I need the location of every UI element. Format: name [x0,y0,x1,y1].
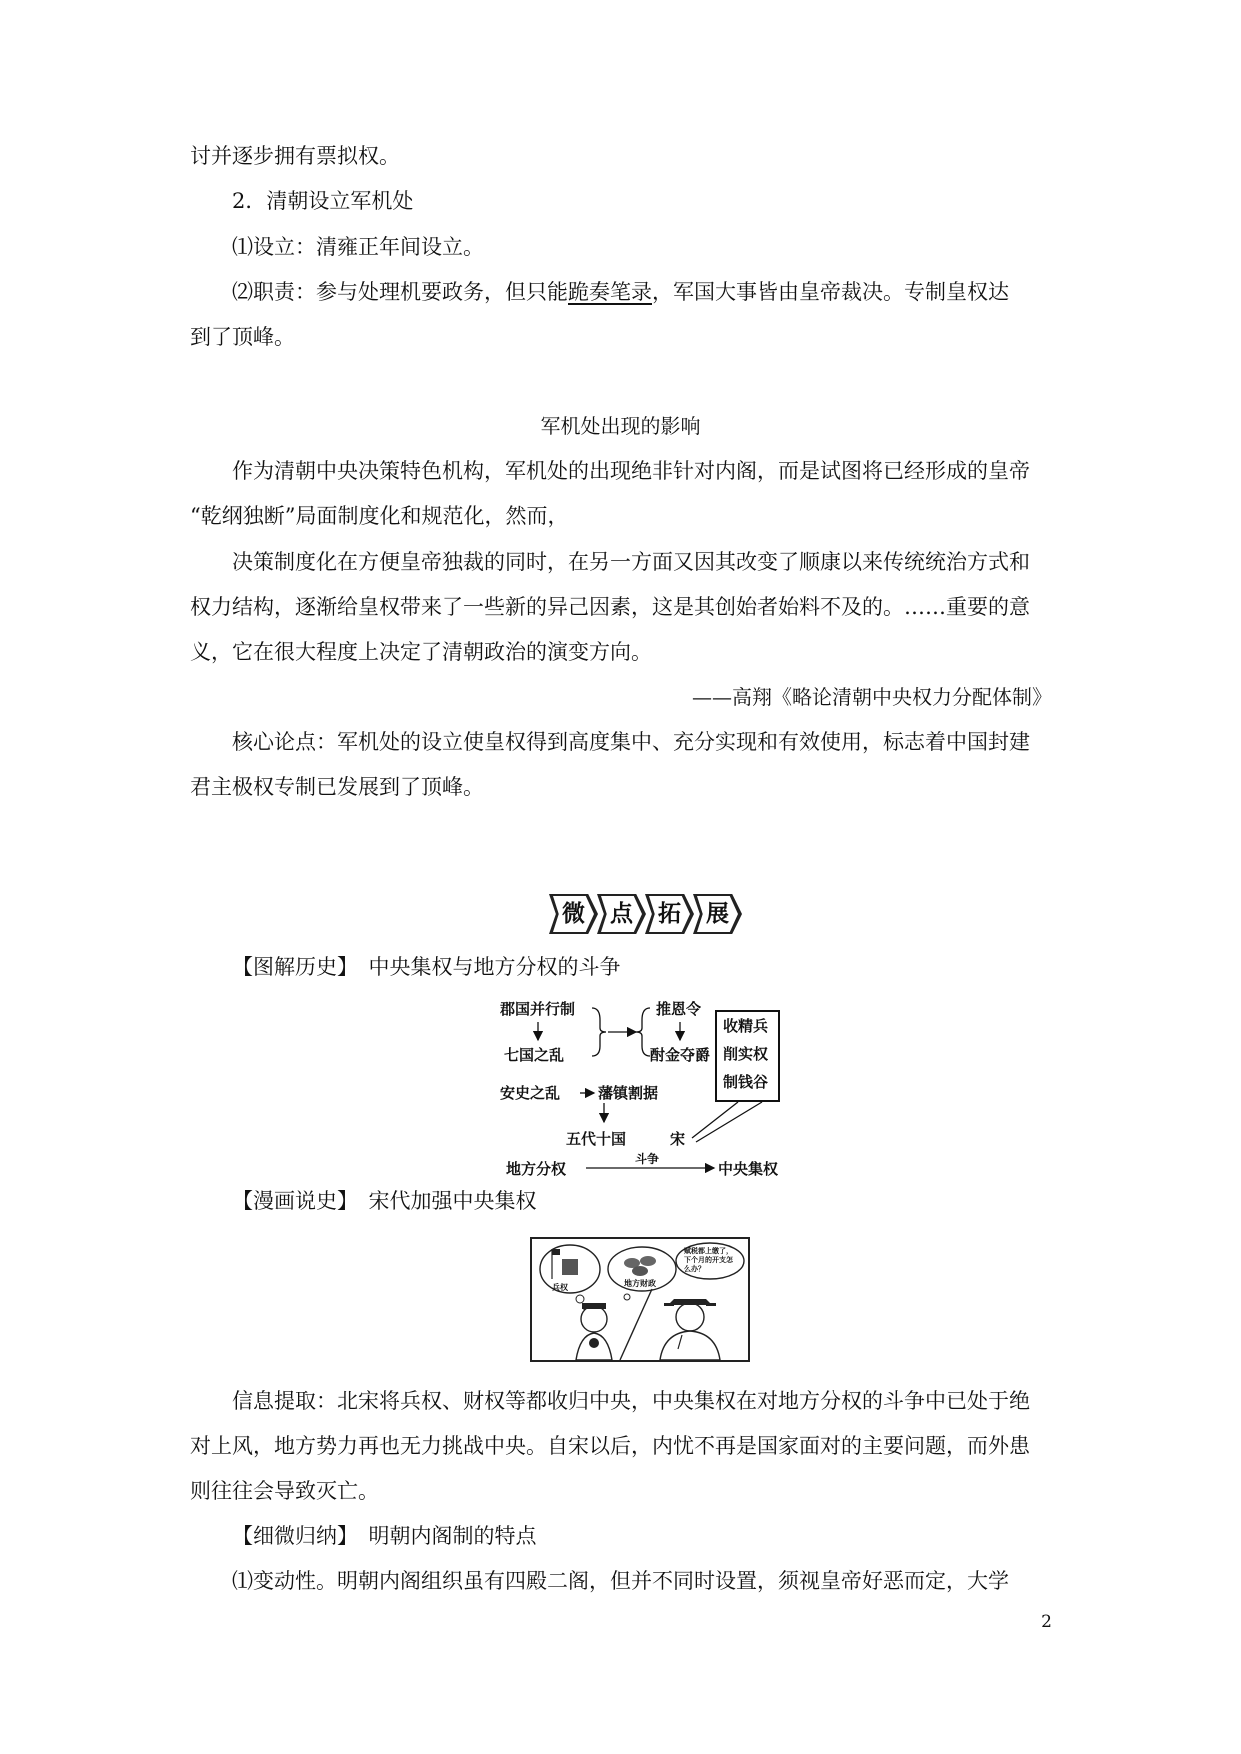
section-label-manhua: 【漫画说史】 宋代加强中央集权 [232,1189,537,1213]
text-line [232,277,1009,307]
history-flow-diagram [500,1000,800,1185]
diagram-label: 七国之乱 [504,1046,565,1064]
text-line: 君主极权专制已发展到了顶峰。 [190,775,484,799]
text-line: ⑴变动性。明朝内阁组织虽有四殿二阁，但并不同时设置，须视皇帝好恶而定，大学 [232,1569,1009,1593]
underlined-term: 跪奏笔录 [568,280,652,304]
box-title: 军机处出现的影响 [540,414,701,438]
text-line: 讨并逐步拥有票拟权。 [190,144,400,168]
text-line: 对上风，地方势力再也无力挑战中央。自宋以后，内忧不再是国家面对的主要问题，而外患 [190,1434,1030,1458]
quote-line: 决策制度化在方便皇帝独裁的同时，在另一方面又因其改变了顺康以来传统统治方式和 [232,550,1030,574]
diagram-label: 中央集权 [718,1160,779,1178]
cartoon-speech: 赋税都上缴了，下个月的开支怎么办？ [684,1247,733,1273]
text-line: 到了顶峰。 [190,325,295,349]
diagram-label: 酎金夺爵 [650,1046,711,1064]
banner-char: 展 [706,901,729,927]
quote-line: 权力结构，逐渐给皇权带来了一些新的异己因素，这是其创始者始料不及的。……重要的意 [190,595,1030,619]
diagram-arrow-label: 斗争 [635,1152,660,1166]
diagram-label: 藩镇割据 [598,1084,659,1102]
diagram-label: 五代十国 [566,1130,627,1148]
text-segment: ⑵职责：参与处理机要政务，但只能 [232,280,568,304]
text-segment: ，军国大事皆由皇帝裁决。专制皇权达 [652,280,1009,304]
diagram-label: 地方分权 [506,1160,567,1178]
cartoon-song-centralization [530,1237,750,1362]
text-line: 信息提取：北宋将兵权、财权等都收归中央，中央集权在对地方分权的斗争中已处于绝 [232,1389,1030,1413]
section-banner [549,894,744,934]
section-heading-qing-junjichu: 2．清朝设立军机处 [232,189,414,213]
banner-char: 拓 [658,901,681,927]
diagram-label: 安史之乱 [500,1084,561,1102]
cartoon-label: 兵权 [552,1283,568,1292]
text-line: 核心论点：军机处的设立使皇权得到高度集中、充分实现和有效使用，标志着中国封建 [232,730,1030,754]
cartoon-label: 地方财政 [624,1279,656,1288]
quote-line: 义，它在很大程度上决定了清朝政治的演变方向。 [190,640,652,664]
quote-source: ——高翔《略论清朝中央权力分配体制》 [692,685,1052,709]
diagram-box-label: 制钱谷 [723,1073,769,1091]
page-number: 2 [1041,1612,1052,1632]
banner-char: 微 [562,901,585,927]
diagram-box-label: 削实权 [723,1045,769,1063]
diagram-box-label: 收精兵 [723,1017,769,1035]
banner-char: 点 [610,901,633,927]
diagram-label: 宋 [670,1130,686,1148]
text-line: 则往往会导致灭亡。 [190,1479,379,1503]
text-line: ⑴设立：清雍正年间设立。 [232,235,484,259]
diagram-label: 推恩令 [656,1000,702,1018]
section-label-tujie: 【图解历史】 中央集权与地方分权的斗争 [232,955,621,979]
quote-line: 作为清朝中央决策特色机构，军机处的出现绝非针对内阁，而是试图将已经形成的皇帝 [232,459,1030,483]
diagram-label: 郡国并行制 [500,1000,576,1018]
quote-line: “乾纲独断”局面制度化和规范化，然而， [190,504,569,528]
section-label-xiwei: 【细微归纳】 明朝内阁制的特点 [232,1524,537,1548]
